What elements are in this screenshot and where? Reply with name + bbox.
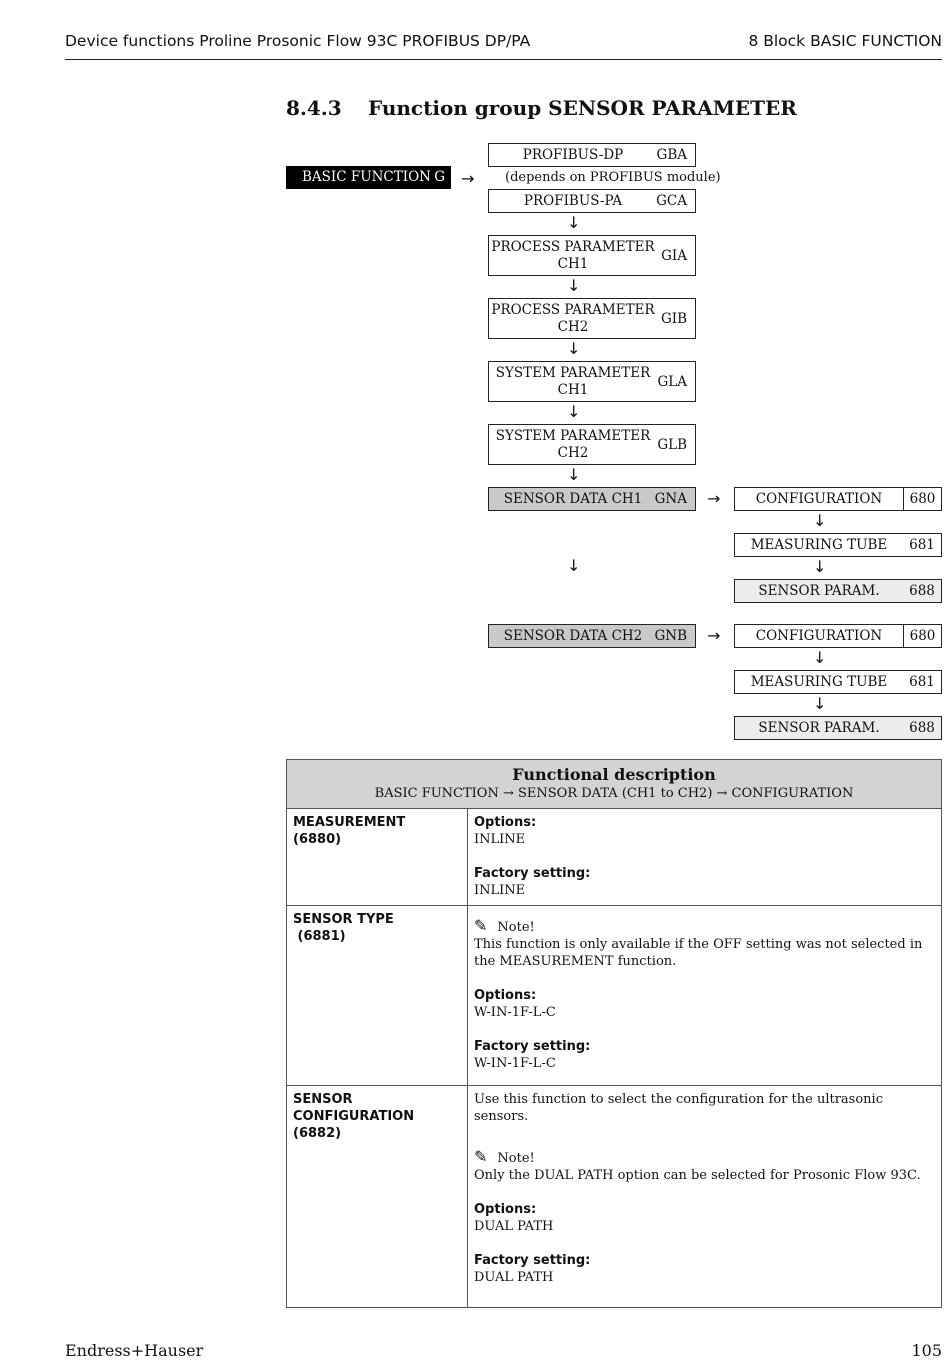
arrow-down-icon: ↓ bbox=[567, 556, 581, 575]
function-measuring-tube-ch1[interactable] bbox=[734, 533, 942, 557]
function-configuration-ch1[interactable] bbox=[734, 487, 942, 511]
function-name-line2: CONFIGURATION bbox=[293, 1109, 415, 1124]
function-label: SENSOR PARAM. bbox=[758, 582, 880, 599]
table-row bbox=[287, 809, 942, 906]
function-code: (6881) bbox=[293, 929, 346, 944]
arrow-right-icon: → bbox=[461, 169, 475, 188]
group-label: PROFIBUS-DP bbox=[522, 146, 624, 163]
group-code: GLB bbox=[657, 436, 687, 453]
function-label: CONFIGURATION bbox=[755, 627, 883, 644]
running-header-right: 8 Block BASIC FUNCTION bbox=[748, 32, 942, 50]
function-measuring-tube-ch2[interactable] bbox=[734, 670, 942, 694]
group-profibus-dp[interactable] bbox=[488, 143, 696, 167]
function-configuration-ch2[interactable] bbox=[734, 624, 942, 648]
section-title bbox=[286, 96, 797, 120]
table-path: BASIC FUNCTION → SENSOR DATA (CH1 to CH2) → CONFIGURATION bbox=[374, 786, 854, 801]
group-label: SYSTEM PARAMETER CH2 bbox=[495, 427, 651, 461]
factory-setting-label: Factory setting: bbox=[474, 1039, 591, 1054]
function-description-cell bbox=[468, 809, 942, 906]
options-value: INLINE bbox=[474, 832, 526, 847]
options-label: Options: bbox=[474, 1202, 537, 1217]
page-number: 105 bbox=[911, 1341, 942, 1360]
arrow-down-icon: ↓ bbox=[813, 694, 827, 713]
options-value: DUAL PATH bbox=[474, 1219, 554, 1234]
group-sensor-data-ch1[interactable] bbox=[488, 487, 696, 511]
table-row bbox=[287, 1086, 942, 1308]
arrow-right-icon: → bbox=[707, 626, 721, 645]
group-sensor-data-ch2[interactable] bbox=[488, 624, 696, 648]
arrow-down-icon: ↓ bbox=[567, 402, 581, 421]
group-system-parameter-ch2[interactable] bbox=[488, 424, 696, 465]
group-code: GLA bbox=[657, 373, 687, 390]
group-code: GBA bbox=[656, 147, 687, 163]
function-sensor-param-ch2[interactable] bbox=[734, 716, 942, 740]
block-code: G bbox=[434, 169, 445, 185]
depends-note: (depends on PROFIBUS module) bbox=[505, 170, 721, 185]
function-code: 680 bbox=[903, 488, 941, 510]
function-code: (6882) bbox=[293, 1126, 342, 1141]
note-label: Note! bbox=[497, 920, 535, 935]
group-profibus-pa[interactable] bbox=[488, 189, 696, 213]
function-code: 680 bbox=[903, 625, 941, 647]
table-header bbox=[287, 760, 942, 809]
factory-setting-value: DUAL PATH bbox=[474, 1270, 554, 1285]
table-title: Functional description bbox=[512, 765, 716, 784]
options-label: Options: bbox=[474, 815, 537, 830]
factory-setting-label: Factory setting: bbox=[474, 1253, 591, 1268]
note-text: This function is only available if the OFF setting was not selected in the MEASUREMENT function. bbox=[474, 937, 923, 969]
function-description-cell bbox=[468, 1086, 942, 1308]
group-label: SENSOR DATA CH2 bbox=[503, 627, 643, 644]
arrow-down-icon: ↓ bbox=[813, 648, 827, 667]
options-value: W-IN-1F-L-C bbox=[474, 1005, 556, 1020]
group-code: GCA bbox=[656, 193, 687, 209]
function-label: MEASURING TUBE bbox=[750, 673, 888, 690]
arrow-down-icon: ↓ bbox=[813, 557, 827, 576]
arrow-down-icon: ↓ bbox=[567, 213, 581, 232]
function-label: CONFIGURATION bbox=[755, 490, 883, 507]
table-row bbox=[287, 906, 942, 1086]
function-code: 688 bbox=[909, 583, 935, 599]
group-label: SENSOR DATA CH1 bbox=[503, 490, 643, 507]
function-code: (6880) bbox=[293, 832, 342, 847]
factory-setting-value: W-IN-1F-L-C bbox=[474, 1056, 556, 1071]
block-label: BASIC FUNCTION bbox=[302, 169, 431, 185]
group-process-parameter-ch2[interactable] bbox=[488, 298, 696, 339]
function-code: 681 bbox=[909, 674, 935, 690]
arrow-down-icon: ↓ bbox=[567, 465, 581, 484]
function-sensor-param-ch1[interactable] bbox=[734, 579, 942, 603]
function-label: SENSOR PARAM. bbox=[758, 719, 880, 736]
function-name: SENSOR TYPE bbox=[293, 912, 394, 927]
arrow-down-icon: ↓ bbox=[813, 511, 827, 530]
function-description-cell bbox=[468, 906, 942, 1086]
factory-setting-value: INLINE bbox=[474, 883, 526, 898]
function-code: 688 bbox=[909, 720, 935, 736]
section-number: 8.4.3 bbox=[286, 96, 342, 120]
group-label: PROCESS PARAMETER CH2 bbox=[491, 301, 655, 335]
pencil-note-icon: ✎ bbox=[474, 916, 488, 935]
block-basic-function[interactable] bbox=[286, 166, 451, 189]
group-label: SYSTEM PARAMETER CH1 bbox=[495, 364, 651, 398]
function-name: MEASUREMENT bbox=[293, 815, 406, 830]
group-code: GNB bbox=[654, 628, 687, 644]
functional-description-table bbox=[286, 759, 942, 1308]
function-name-line1: SENSOR bbox=[293, 1092, 353, 1107]
arrow-right-icon: → bbox=[707, 489, 721, 508]
header-rule bbox=[65, 59, 942, 60]
pencil-note-icon: ✎ bbox=[474, 1147, 488, 1166]
factory-setting-label: Factory setting: bbox=[474, 866, 591, 881]
footer-brand: Endress+Hauser bbox=[65, 1341, 204, 1360]
note-text: Only the DUAL PATH option can be selected for Prosonic Flow 93C. bbox=[474, 1168, 921, 1183]
function-name-cell bbox=[287, 1086, 468, 1308]
group-system-parameter-ch1[interactable] bbox=[488, 361, 696, 402]
intro-text: Use this function to select the configuration for the ultrasonic sensors. bbox=[474, 1092, 883, 1124]
note-label: Note! bbox=[497, 1151, 535, 1166]
options-label: Options: bbox=[474, 988, 537, 1003]
group-code: GIB bbox=[660, 310, 687, 327]
function-label: MEASURING TUBE bbox=[750, 536, 888, 553]
arrow-down-icon: ↓ bbox=[567, 276, 581, 295]
group-code: GIA bbox=[661, 247, 687, 264]
group-label: PROFIBUS-PA bbox=[523, 192, 623, 209]
running-header-left: Device functions Proline Prosonic Flow 93C PROFIBUS DP/PA bbox=[65, 32, 531, 50]
section-title-text: Function group SENSOR PARAMETER bbox=[368, 96, 797, 120]
function-name-cell bbox=[287, 809, 468, 906]
group-process-parameter-ch1[interactable] bbox=[488, 235, 696, 276]
group-label: PROCESS PARAMETER CH1 bbox=[491, 238, 655, 272]
function-code: 681 bbox=[909, 537, 935, 553]
arrow-down-icon: ↓ bbox=[567, 339, 581, 358]
function-name-cell bbox=[287, 906, 468, 1086]
group-code: GNA bbox=[654, 491, 687, 507]
